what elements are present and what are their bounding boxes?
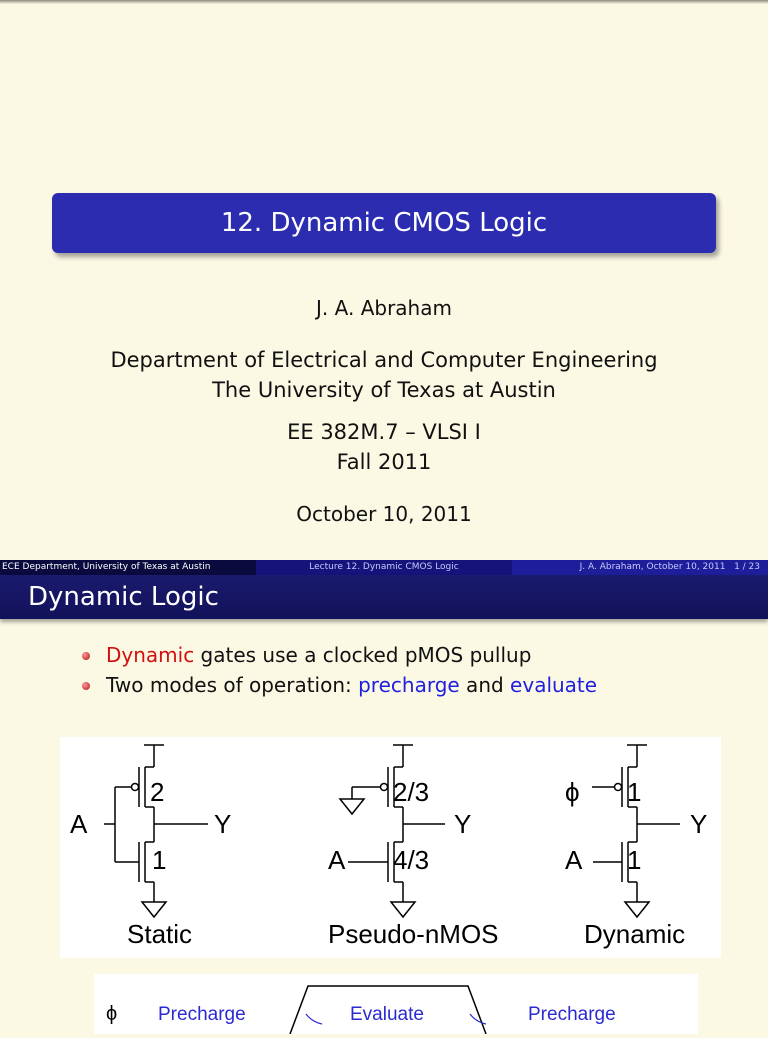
timing-clock-label: ϕ: [106, 1003, 118, 1025]
static-p-size: 2: [150, 777, 165, 807]
dynamic-highlight: Dynamic: [106, 643, 195, 667]
dynamic-p-size: 1: [627, 777, 642, 807]
static-n-size: 1: [152, 845, 167, 875]
university: The University of Texas at Austin: [212, 378, 556, 402]
course: EE 382M.7 – VLSI I: [287, 420, 481, 444]
header-lecture: Lecture 12. Dynamic CMOS Logic: [256, 560, 512, 575]
dynamic-n-size: 1: [627, 845, 642, 875]
header-author: J. A. Abraham, October 10, 2011: [579, 562, 726, 572]
dynamic-inverter: [592, 745, 680, 917]
phase-precharge-1: Precharge: [158, 1004, 246, 1025]
dynamic-output-label: Y: [690, 809, 708, 839]
department: Department of Electrical and Computer Engineering: [110, 348, 658, 372]
pseudo-input-label: A: [328, 845, 346, 875]
term: Fall 2011: [336, 450, 432, 474]
header-institution: ECE Department, University of Texas at Austin: [0, 560, 256, 575]
header-author-date: [512, 560, 768, 575]
dynamic-input-label: A: [565, 845, 583, 875]
circuit-svg: [60, 737, 721, 958]
static-label: Static: [127, 919, 193, 949]
static-input-label: A: [70, 809, 88, 839]
pseudo-nmos-inverter: [340, 745, 445, 917]
bullet-icon: [82, 682, 90, 690]
bullet2-prefix: Two modes of operation:: [106, 673, 359, 697]
lecture-title: 12. Dynamic CMOS Logic: [52, 193, 716, 253]
date: October 10, 2011: [296, 502, 472, 526]
phase-evaluate: Evaluate: [350, 1004, 424, 1025]
bullet-item: [82, 670, 597, 700]
header-bar: [0, 560, 768, 575]
timing-svg: [94, 974, 698, 1034]
frame-title: Dynamic Logic: [0, 575, 768, 619]
circuit-diagram: [60, 737, 721, 958]
timing-diagram: [94, 974, 698, 1034]
bullet-list: [82, 640, 597, 700]
pseudo-output-label: Y: [454, 809, 472, 839]
bullet-item: [82, 640, 597, 670]
bullet2-mid: and: [459, 673, 511, 697]
bullet1-text: gates use a clocked pMOS pullup: [194, 643, 532, 667]
pseudo-label: Pseudo-nMOS: [328, 919, 499, 949]
phase-precharge-2: Precharge: [528, 1004, 616, 1025]
evaluate-highlight: evaluate: [510, 673, 598, 697]
precharge-highlight: precharge: [358, 673, 460, 697]
page-number: 1 / 23: [734, 562, 760, 572]
static-output-label: Y: [214, 809, 232, 839]
author: J. A. Abraham: [316, 296, 452, 320]
pseudo-n-size: 4/3: [393, 845, 430, 875]
dynamic-label: Dynamic: [584, 919, 686, 949]
dynamic-clock-label: ϕ: [565, 777, 580, 807]
static-inverter: [104, 745, 208, 917]
pseudo-p-size: 2/3: [393, 777, 430, 807]
bullet-icon: [82, 652, 90, 660]
